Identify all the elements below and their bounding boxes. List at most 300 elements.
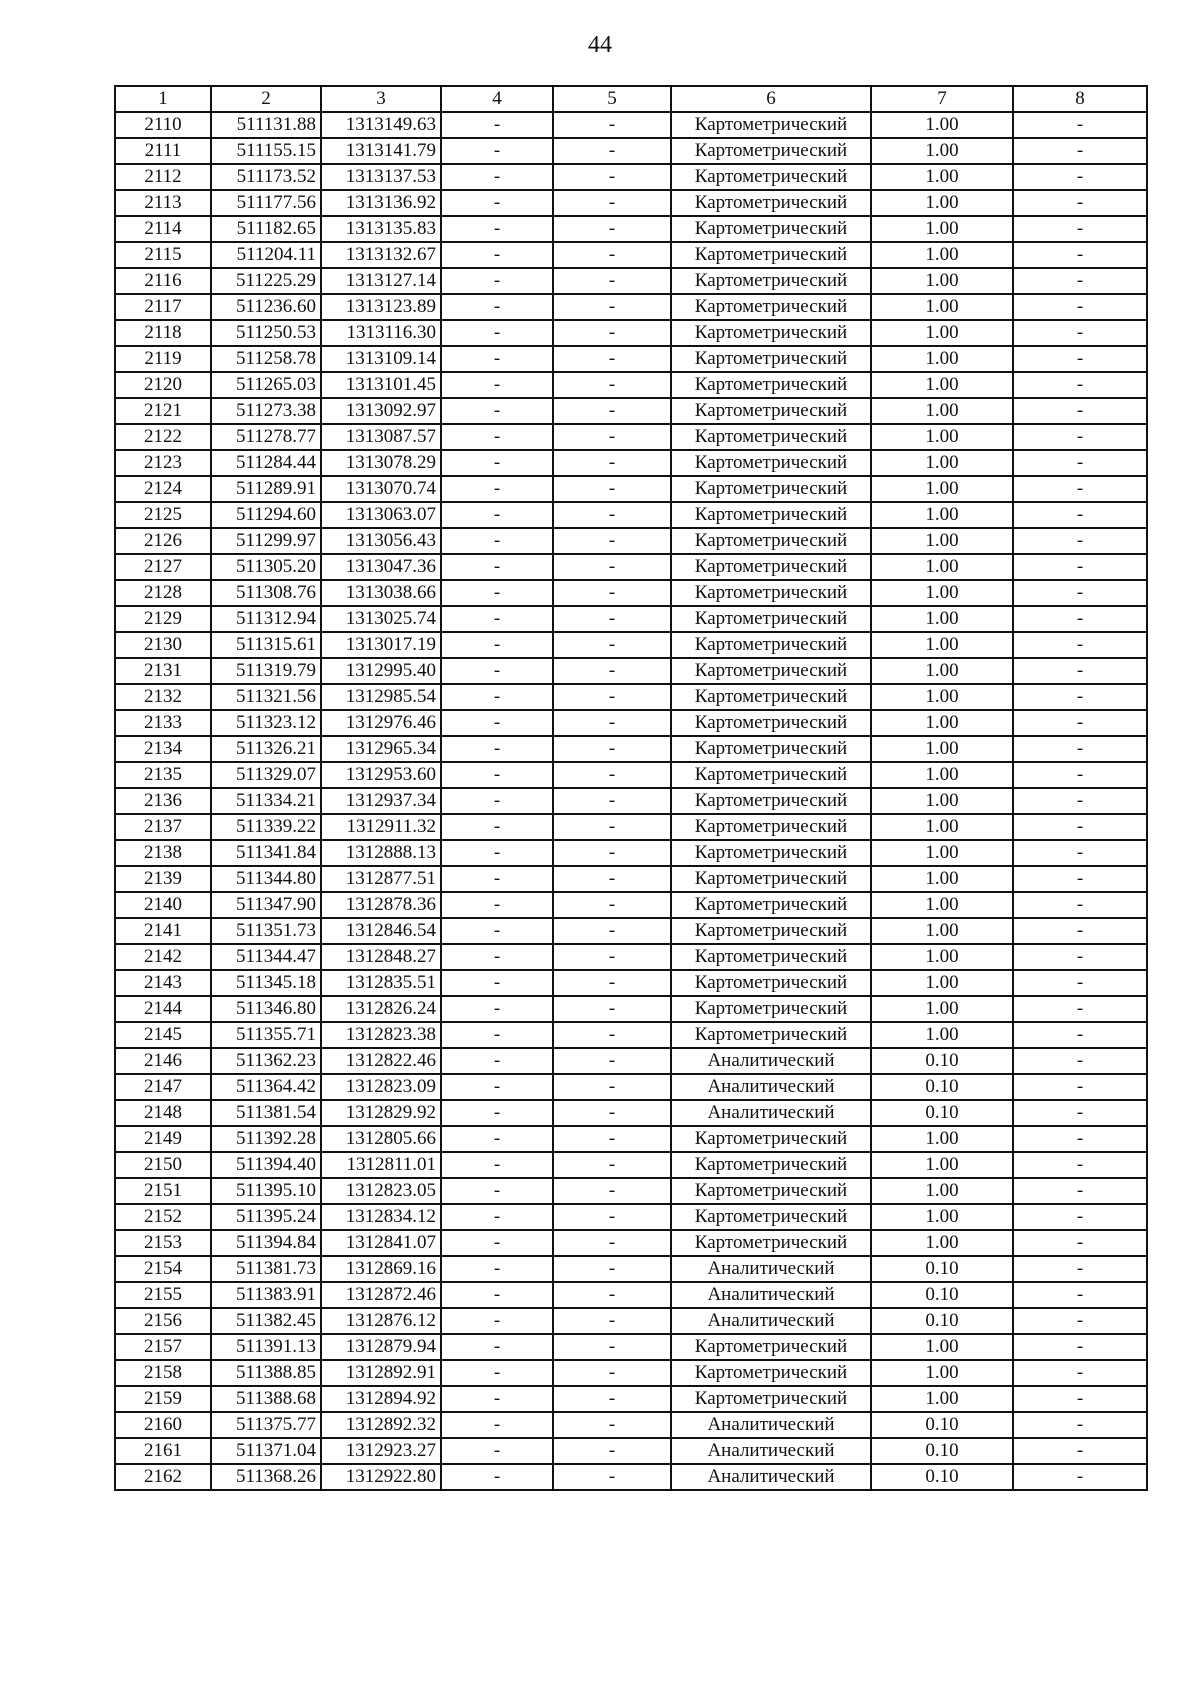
point-number-cell: 2130 — [115, 632, 211, 658]
column-5-cell: - — [553, 372, 671, 398]
accuracy-cell: 0.10 — [871, 1464, 1013, 1490]
table-row — [115, 918, 1147, 944]
column-5-cell: - — [553, 450, 671, 476]
table-row — [115, 476, 1147, 502]
accuracy-cell: 0.10 — [871, 1308, 1013, 1334]
table-row — [115, 1178, 1147, 1204]
column-4-cell: - — [441, 398, 553, 424]
table-row — [115, 554, 1147, 580]
x-coordinate-cell: 511375.77 — [211, 1412, 321, 1438]
y-coordinate-cell: 1313149.63 — [321, 112, 441, 138]
point-number-cell: 2135 — [115, 762, 211, 788]
method-cell: Картометрический — [671, 294, 871, 320]
point-number-cell: 2121 — [115, 398, 211, 424]
column-5-cell: - — [553, 1230, 671, 1256]
table-row — [115, 164, 1147, 190]
table-row — [115, 1152, 1147, 1178]
table-row — [115, 1438, 1147, 1464]
point-number-cell: 2155 — [115, 1282, 211, 1308]
x-coordinate-cell: 511394.40 — [211, 1152, 321, 1178]
column-8-cell: - — [1013, 1386, 1147, 1412]
column-8-cell: - — [1013, 1152, 1147, 1178]
accuracy-cell: 1.00 — [871, 606, 1013, 632]
table-row — [115, 138, 1147, 164]
x-coordinate-cell: 511236.60 — [211, 294, 321, 320]
column-5-cell: - — [553, 1360, 671, 1386]
column-4-cell: - — [441, 944, 553, 970]
column-4-cell: - — [441, 190, 553, 216]
y-coordinate-cell: 1313135.83 — [321, 216, 441, 242]
point-number-cell: 2146 — [115, 1048, 211, 1074]
table-row — [115, 424, 1147, 450]
method-cell: Картометрический — [671, 1126, 871, 1152]
accuracy-cell: 1.00 — [871, 398, 1013, 424]
accuracy-cell: 1.00 — [871, 320, 1013, 346]
point-number-cell: 2142 — [115, 944, 211, 970]
point-number-cell: 2131 — [115, 658, 211, 684]
x-coordinate-cell: 511155.15 — [211, 138, 321, 164]
x-coordinate-cell: 511355.71 — [211, 1022, 321, 1048]
method-cell: Картометрический — [671, 502, 871, 528]
column-8-cell: - — [1013, 1074, 1147, 1100]
column-4-cell: - — [441, 1282, 553, 1308]
y-coordinate-cell: 1312953.60 — [321, 762, 441, 788]
column-5-cell: - — [553, 658, 671, 684]
table-row — [115, 1334, 1147, 1360]
method-cell: Картометрический — [671, 918, 871, 944]
column-4-cell: - — [441, 580, 553, 606]
table-body — [115, 112, 1147, 1490]
column-5-cell: - — [553, 1152, 671, 1178]
column-8-cell: - — [1013, 346, 1147, 372]
method-cell: Картометрический — [671, 658, 871, 684]
y-coordinate-cell: 1312846.54 — [321, 918, 441, 944]
accuracy-cell: 1.00 — [871, 216, 1013, 242]
column-5-cell: - — [553, 1022, 671, 1048]
column-5-cell: - — [553, 398, 671, 424]
column-5-cell: - — [553, 1438, 671, 1464]
table-row — [115, 1412, 1147, 1438]
method-cell: Аналитический — [671, 1412, 871, 1438]
y-coordinate-cell: 1313047.36 — [321, 554, 441, 580]
table-row — [115, 528, 1147, 554]
table-row — [115, 606, 1147, 632]
y-coordinate-cell: 1312911.32 — [321, 814, 441, 840]
y-coordinate-cell: 1312976.46 — [321, 710, 441, 736]
method-cell: Картометрический — [671, 736, 871, 762]
y-coordinate-cell: 1313116.30 — [321, 320, 441, 346]
column-4-cell: - — [441, 1308, 553, 1334]
column-5-cell: - — [553, 1412, 671, 1438]
accuracy-cell: 0.10 — [871, 1100, 1013, 1126]
column-5-cell: - — [553, 736, 671, 762]
column-header-1: 1 — [115, 86, 211, 112]
column-4-cell: - — [441, 528, 553, 554]
y-coordinate-cell: 1312985.54 — [321, 684, 441, 710]
column-8-cell: - — [1013, 1438, 1147, 1464]
x-coordinate-cell: 511334.21 — [211, 788, 321, 814]
column-4-cell: - — [441, 554, 553, 580]
column-4-cell: - — [441, 450, 553, 476]
column-5-cell: - — [553, 996, 671, 1022]
point-number-cell: 2149 — [115, 1126, 211, 1152]
column-4-cell: - — [441, 840, 553, 866]
x-coordinate-cell: 511225.29 — [211, 268, 321, 294]
x-coordinate-cell: 511182.65 — [211, 216, 321, 242]
accuracy-cell: 1.00 — [871, 1334, 1013, 1360]
method-cell: Картометрический — [671, 632, 871, 658]
point-number-cell: 2110 — [115, 112, 211, 138]
column-8-cell: - — [1013, 268, 1147, 294]
y-coordinate-cell: 1312888.13 — [321, 840, 441, 866]
column-8-cell: - — [1013, 190, 1147, 216]
y-coordinate-cell: 1312826.24 — [321, 996, 441, 1022]
method-cell: Картометрический — [671, 1204, 871, 1230]
accuracy-cell: 0.10 — [871, 1412, 1013, 1438]
point-number-cell: 2137 — [115, 814, 211, 840]
y-coordinate-cell: 1313092.97 — [321, 398, 441, 424]
column-5-cell: - — [553, 814, 671, 840]
column-4-cell: - — [441, 164, 553, 190]
column-5-cell: - — [553, 866, 671, 892]
point-number-cell: 2156 — [115, 1308, 211, 1334]
x-coordinate-cell: 511204.11 — [211, 242, 321, 268]
column-header-4: 4 — [441, 86, 553, 112]
column-8-cell: - — [1013, 710, 1147, 736]
accuracy-cell: 1.00 — [871, 736, 1013, 762]
method-cell: Картометрический — [671, 1230, 871, 1256]
point-number-cell: 2116 — [115, 268, 211, 294]
column-5-cell: - — [553, 138, 671, 164]
x-coordinate-cell: 511381.73 — [211, 1256, 321, 1282]
column-4-cell: - — [441, 970, 553, 996]
column-4-cell: - — [441, 996, 553, 1022]
column-8-cell: - — [1013, 736, 1147, 762]
x-coordinate-cell: 511323.12 — [211, 710, 321, 736]
column-4-cell: - — [441, 1048, 553, 1074]
accuracy-cell: 1.00 — [871, 372, 1013, 398]
column-8-cell: - — [1013, 1464, 1147, 1490]
accuracy-cell: 1.00 — [871, 684, 1013, 710]
accuracy-cell: 1.00 — [871, 996, 1013, 1022]
column-header-5: 5 — [553, 86, 671, 112]
column-8-cell: - — [1013, 684, 1147, 710]
table-row — [115, 580, 1147, 606]
y-coordinate-cell: 1312823.05 — [321, 1178, 441, 1204]
method-cell: Картометрический — [671, 320, 871, 346]
x-coordinate-cell: 511388.68 — [211, 1386, 321, 1412]
point-number-cell: 2132 — [115, 684, 211, 710]
method-cell: Картометрический — [671, 1334, 871, 1360]
table-row — [115, 996, 1147, 1022]
table-row — [115, 1230, 1147, 1256]
method-cell: Картометрический — [671, 372, 871, 398]
column-5-cell: - — [553, 1464, 671, 1490]
column-4-cell: - — [441, 372, 553, 398]
point-number-cell: 2115 — [115, 242, 211, 268]
method-cell: Аналитический — [671, 1256, 871, 1282]
column-4-cell: - — [441, 112, 553, 138]
point-number-cell: 2140 — [115, 892, 211, 918]
point-number-cell: 2159 — [115, 1386, 211, 1412]
column-4-cell: - — [441, 1152, 553, 1178]
point-number-cell: 2126 — [115, 528, 211, 554]
column-5-cell: - — [553, 1334, 671, 1360]
y-coordinate-cell: 1312872.46 — [321, 1282, 441, 1308]
point-number-cell: 2160 — [115, 1412, 211, 1438]
point-number-cell: 2158 — [115, 1360, 211, 1386]
method-cell: Картометрический — [671, 112, 871, 138]
x-coordinate-cell: 511364.42 — [211, 1074, 321, 1100]
column-5-cell: - — [553, 1100, 671, 1126]
y-coordinate-cell: 1312841.07 — [321, 1230, 441, 1256]
accuracy-cell: 1.00 — [871, 190, 1013, 216]
table-row — [115, 814, 1147, 840]
accuracy-cell: 0.10 — [871, 1438, 1013, 1464]
method-cell: Картометрический — [671, 970, 871, 996]
column-8-cell: - — [1013, 840, 1147, 866]
accuracy-cell: 1.00 — [871, 112, 1013, 138]
column-5-cell: - — [553, 476, 671, 502]
table-row — [115, 502, 1147, 528]
column-8-cell: - — [1013, 554, 1147, 580]
column-header-8: 8 — [1013, 86, 1147, 112]
x-coordinate-cell: 511346.80 — [211, 996, 321, 1022]
method-cell: Картометрический — [671, 814, 871, 840]
column-8-cell: - — [1013, 632, 1147, 658]
y-coordinate-cell: 1312835.51 — [321, 970, 441, 996]
x-coordinate-cell: 511326.21 — [211, 736, 321, 762]
point-number-cell: 2114 — [115, 216, 211, 242]
x-coordinate-cell: 511394.84 — [211, 1230, 321, 1256]
x-coordinate-cell: 511308.76 — [211, 580, 321, 606]
y-coordinate-cell: 1313109.14 — [321, 346, 441, 372]
method-cell: Аналитический — [671, 1048, 871, 1074]
x-coordinate-cell: 511392.28 — [211, 1126, 321, 1152]
y-coordinate-cell: 1313132.67 — [321, 242, 441, 268]
column-8-cell: - — [1013, 1204, 1147, 1230]
point-number-cell: 2125 — [115, 502, 211, 528]
column-8-cell: - — [1013, 450, 1147, 476]
method-cell: Картометрический — [671, 840, 871, 866]
accuracy-cell: 1.00 — [871, 1360, 1013, 1386]
column-5-cell: - — [553, 892, 671, 918]
column-5-cell: - — [553, 788, 671, 814]
x-coordinate-cell: 511351.73 — [211, 918, 321, 944]
column-8-cell: - — [1013, 1256, 1147, 1282]
y-coordinate-cell: 1313063.07 — [321, 502, 441, 528]
table-row — [115, 1360, 1147, 1386]
x-coordinate-cell: 511383.91 — [211, 1282, 321, 1308]
column-8-cell: - — [1013, 372, 1147, 398]
method-cell: Картометрический — [671, 866, 871, 892]
column-8-cell: - — [1013, 866, 1147, 892]
column-5-cell: - — [553, 1178, 671, 1204]
x-coordinate-cell: 511344.47 — [211, 944, 321, 970]
column-4-cell: - — [441, 1334, 553, 1360]
column-5-cell: - — [553, 268, 671, 294]
x-coordinate-cell: 511362.23 — [211, 1048, 321, 1074]
method-cell: Картометрический — [671, 1360, 871, 1386]
x-coordinate-cell: 511395.24 — [211, 1204, 321, 1230]
column-8-cell: - — [1013, 970, 1147, 996]
y-coordinate-cell: 1312923.27 — [321, 1438, 441, 1464]
accuracy-cell: 1.00 — [871, 788, 1013, 814]
point-number-cell: 2144 — [115, 996, 211, 1022]
column-4-cell: - — [441, 1438, 553, 1464]
column-4-cell: - — [441, 242, 553, 268]
method-cell: Картометрический — [671, 216, 871, 242]
method-cell: Картометрический — [671, 268, 871, 294]
method-cell: Картометрический — [671, 892, 871, 918]
accuracy-cell: 1.00 — [871, 164, 1013, 190]
method-cell: Картометрический — [671, 710, 871, 736]
table-row — [115, 632, 1147, 658]
method-cell: Аналитический — [671, 1282, 871, 1308]
column-4-cell: - — [441, 476, 553, 502]
accuracy-cell: 1.00 — [871, 1204, 1013, 1230]
column-5-cell: - — [553, 1386, 671, 1412]
table-row — [115, 788, 1147, 814]
column-5-cell: - — [553, 762, 671, 788]
point-number-cell: 2151 — [115, 1178, 211, 1204]
accuracy-cell: 1.00 — [871, 762, 1013, 788]
x-coordinate-cell: 511284.44 — [211, 450, 321, 476]
column-header-3: 3 — [321, 86, 441, 112]
table-row — [115, 1308, 1147, 1334]
point-number-cell: 2157 — [115, 1334, 211, 1360]
x-coordinate-cell: 511250.53 — [211, 320, 321, 346]
column-8-cell: - — [1013, 1308, 1147, 1334]
point-number-cell: 2153 — [115, 1230, 211, 1256]
column-4-cell: - — [441, 1022, 553, 1048]
method-cell: Картометрический — [671, 138, 871, 164]
column-5-cell: - — [553, 1308, 671, 1334]
column-5-cell: - — [553, 242, 671, 268]
column-4-cell: - — [441, 1204, 553, 1230]
column-8-cell: - — [1013, 164, 1147, 190]
column-4-cell: - — [441, 710, 553, 736]
method-cell: Картометрический — [671, 528, 871, 554]
table-row — [115, 658, 1147, 684]
table-row — [115, 892, 1147, 918]
y-coordinate-cell: 1313017.19 — [321, 632, 441, 658]
x-coordinate-cell: 511371.04 — [211, 1438, 321, 1464]
column-4-cell: - — [441, 788, 553, 814]
column-8-cell: - — [1013, 1282, 1147, 1308]
y-coordinate-cell: 1313136.92 — [321, 190, 441, 216]
y-coordinate-cell: 1312829.92 — [321, 1100, 441, 1126]
method-cell: Аналитический — [671, 1100, 871, 1126]
accuracy-cell: 1.00 — [871, 970, 1013, 996]
method-cell: Картометрический — [671, 242, 871, 268]
column-4-cell: - — [441, 892, 553, 918]
table-row — [115, 398, 1147, 424]
method-cell: Картометрический — [671, 554, 871, 580]
accuracy-cell: 1.00 — [871, 554, 1013, 580]
column-8-cell: - — [1013, 1178, 1147, 1204]
x-coordinate-cell: 511173.52 — [211, 164, 321, 190]
table-header-row — [115, 86, 1147, 112]
point-number-cell: 2138 — [115, 840, 211, 866]
point-number-cell: 2124 — [115, 476, 211, 502]
column-8-cell: - — [1013, 1048, 1147, 1074]
accuracy-cell: 1.00 — [871, 502, 1013, 528]
accuracy-cell: 1.00 — [871, 710, 1013, 736]
column-8-cell: - — [1013, 294, 1147, 320]
column-5-cell: - — [553, 294, 671, 320]
column-8-cell: - — [1013, 242, 1147, 268]
column-5-cell: - — [553, 970, 671, 996]
table-row — [115, 1256, 1147, 1282]
column-4-cell: - — [441, 268, 553, 294]
column-4-cell: - — [441, 606, 553, 632]
method-cell: Картометрический — [671, 1386, 871, 1412]
x-coordinate-cell: 511345.18 — [211, 970, 321, 996]
point-number-cell: 2162 — [115, 1464, 211, 1490]
point-number-cell: 2145 — [115, 1022, 211, 1048]
column-8-cell: - — [1013, 580, 1147, 606]
column-4-cell: - — [441, 1386, 553, 1412]
table-row — [115, 970, 1147, 996]
coordinates-table — [114, 85, 1148, 1491]
column-8-cell: - — [1013, 996, 1147, 1022]
table-row — [115, 762, 1147, 788]
column-5-cell: - — [553, 710, 671, 736]
x-coordinate-cell: 511294.60 — [211, 502, 321, 528]
table-row — [115, 216, 1147, 242]
y-coordinate-cell: 1312877.51 — [321, 866, 441, 892]
y-coordinate-cell: 1312805.66 — [321, 1126, 441, 1152]
column-8-cell: - — [1013, 1360, 1147, 1386]
column-4-cell: - — [441, 1412, 553, 1438]
x-coordinate-cell: 511258.78 — [211, 346, 321, 372]
column-4-cell: - — [441, 294, 553, 320]
method-cell: Картометрический — [671, 762, 871, 788]
method-cell: Картометрический — [671, 346, 871, 372]
accuracy-cell: 1.00 — [871, 840, 1013, 866]
point-number-cell: 2133 — [115, 710, 211, 736]
table-row — [115, 112, 1147, 138]
column-4-cell: - — [441, 424, 553, 450]
column-5-cell: - — [553, 840, 671, 866]
y-coordinate-cell: 1312823.38 — [321, 1022, 441, 1048]
method-cell: Картометрический — [671, 164, 871, 190]
column-8-cell: - — [1013, 320, 1147, 346]
accuracy-cell: 1.00 — [871, 1230, 1013, 1256]
method-cell: Аналитический — [671, 1074, 871, 1100]
column-5-cell: - — [553, 164, 671, 190]
x-coordinate-cell: 511321.56 — [211, 684, 321, 710]
column-8-cell: - — [1013, 1100, 1147, 1126]
accuracy-cell: 1.00 — [871, 424, 1013, 450]
column-5-cell: - — [553, 1256, 671, 1282]
method-cell: Картометрический — [671, 424, 871, 450]
table-row — [115, 710, 1147, 736]
column-8-cell: - — [1013, 1230, 1147, 1256]
column-5-cell: - — [553, 190, 671, 216]
y-coordinate-cell: 1312892.91 — [321, 1360, 441, 1386]
y-coordinate-cell: 1313038.66 — [321, 580, 441, 606]
column-4-cell: - — [441, 1256, 553, 1282]
y-coordinate-cell: 1313137.53 — [321, 164, 441, 190]
column-5-cell: - — [553, 1074, 671, 1100]
column-8-cell: - — [1013, 216, 1147, 242]
column-8-cell: - — [1013, 944, 1147, 970]
column-5-cell: - — [553, 1282, 671, 1308]
column-4-cell: - — [441, 320, 553, 346]
method-cell: Картометрический — [671, 1152, 871, 1178]
